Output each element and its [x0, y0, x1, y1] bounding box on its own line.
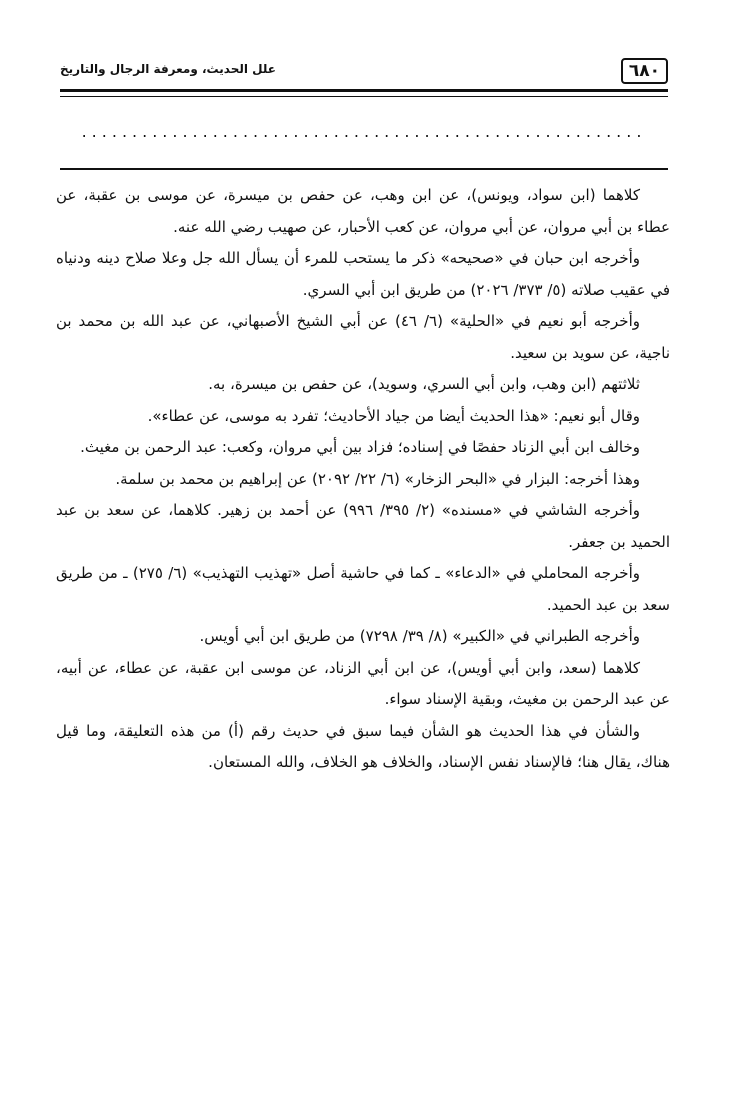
- paragraph: وأخرجه المحاملي في «الدعاء» ـ كما في حاشية أصل «تهذيب التهذيب» (٦/ ٢٧٥) ـ من طريق سعد بن عبد الحميد.: [56, 564, 670, 614]
- footnote-body: [56, 180, 670, 779]
- dotted-separator: ........................................................: [81, 122, 647, 141]
- page-header: [60, 56, 668, 86]
- paragraph: وأخرجه ابن حبان في «صحيحه» ذكر ما يستحب للمرء أن يسأل الله جل وعلا صلاح دينه ودنياه في عقيب صلاته (٥/ ٣٧٣/ ٢٠٢٦) من طريق ابن أبي السري.: [56, 249, 670, 299]
- running-title: علل الحديث، ومعرفة الرجال والتاريخ: [60, 62, 276, 76]
- paragraph: والشأن في هذا الحديث هو الشأن فيما سبق في حديث رقم (أ) من هذه التعليقة، وما قيل هناك، يقال هنا؛ فالإسناد نفس الإسناد، والخلاف هو الخلاف، والله المستعان.: [56, 721, 670, 771]
- paragraph: وقال أبو نعيم: «هذا الحديث أيضا من جياد الأحاديث؛ تفرد به موسى، عن عطاء».: [147, 406, 640, 425]
- paragraph: وأخرجه الشاشي في «مسنده» (٢/ ٣٩٥/ ٩٩٦) عن أحمد بن زهير. كلاهما، عن سعد بن عبد الحميد بن جعفر.: [56, 501, 670, 551]
- paragraph: كلاهما (ابن سواد، ويونس)، عن ابن وهب، عن حفص بن ميسرة، عن موسى بن عقبة، عن عطاء بن أبي مروان، عن أبي مروان، عن كعب الأحبار، عن صهيب رضي الله عنه.: [56, 186, 670, 236]
- header-rule-thin: [60, 96, 668, 97]
- paragraph: وأخرجه الطبراني في «الكبير» (٨/ ٣٩/ ٧٢٩٨) من طريق ابن أبي أويس.: [199, 627, 640, 645]
- header-rule-thick: [60, 89, 668, 92]
- paragraph: ثلاثتهم (ابن وهب، وابن أبي السري، وسويد)، عن حفص بن ميسرة، به.: [208, 375, 640, 393]
- page-number: ٦٨٠: [621, 58, 668, 84]
- paragraph: وخالف ابن أبي الزناد حفصًا في إسناده؛ فزاد بين أبي مروان، وكعب: عبد الرحمن بن مغيث.: [80, 438, 640, 456]
- paragraph: وأخرجه أبو نعيم في «الحلية» (٦/ ٤٦) عن أبي الشيخ الأصبهاني، عن عبد الله بن محمد بن ناجية، عن سويد بن سعيد.: [56, 312, 670, 362]
- paragraph: وهذا أخرجه: البزار في «البحر الزخار» (٦/ ٢٢/ ٢٠٩٢) عن إبراهيم بن محمد بن سلمة.: [115, 469, 640, 488]
- paragraph: كلاهما (سعد، وابن أبي أويس)، عن ابن أبي الزناد، عن موسى ابن عقبة، عن عطاء، عن أبيه، عن عبد الرحمن بن مغيث، وبقية الإسناد سواء.: [56, 658, 670, 708]
- footnote-rule: [60, 168, 668, 170]
